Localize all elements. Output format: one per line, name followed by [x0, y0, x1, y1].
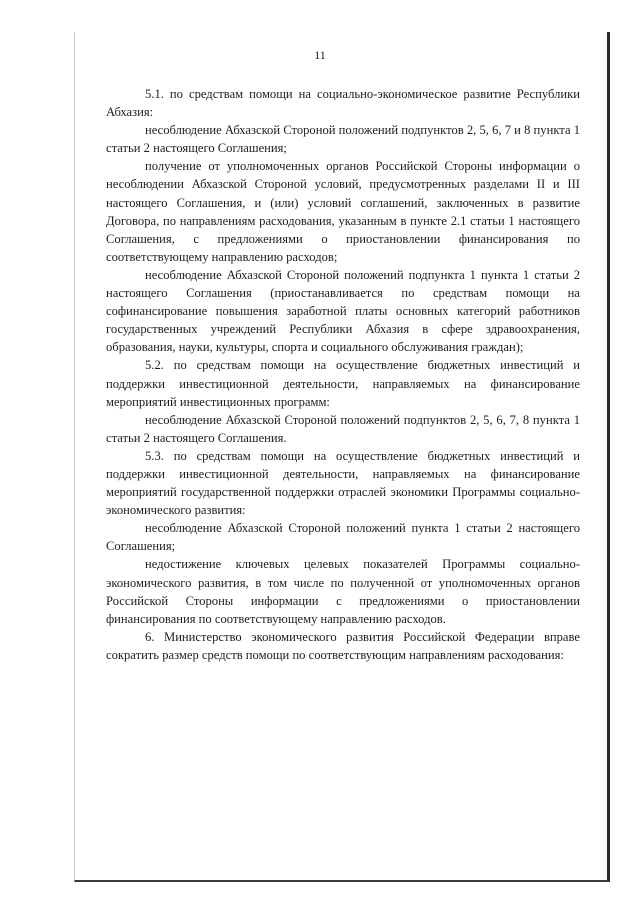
- paragraph-information-received: получение от уполномоченных органов Российской Стороны информации о несоблюдении Абхазской Стороной условий, предусмотренных разделами II и III настоящего Соглашения, и (или) условий соглашений, заключенных в развитие Договора, по направлениям расходования, указанным в пункте 2.1 статьи 1 настоящего Соглашения, с предложениями о приостановлении финансирования по соответствующему направлению расходов;: [106, 159, 580, 264]
- paragraph-violation-investment: несоблюдение Абхазской Стороной положений подпунктов 2, 5, 6, 7, 8 пункта 1 статьи 2 настоящего Соглашения.: [106, 412, 580, 445]
- paragraph-5-2: 5.2. по средствам помощи на осуществление бюджетных инвестиций и поддержки инвестиционной деятельности, направляемых на финансирование мероприятий инвестиционных программ:: [106, 358, 580, 409]
- paragraph-6: 6. Министерство экономического развития Российской Федерации вправе сократить размер средств помощи по соответствующим направлениям расходования:: [106, 629, 580, 662]
- paragraph-target-indicators: недостижение ключевых целевых показателей Программы социально-экономического развития, в том числе по полученной от уполномоченных органов Российской Стороны информации с предложениями о приостановлении финансирования по соответствующему направлению расходов.: [106, 557, 580, 626]
- paragraph-5-3: 5.3. по средствам помощи на осуществление бюджетных инвестиций и поддержки инвестиционной деятельности, направляемых на финансирование мероприятий государственной поддержки отраслей экономики Программы социально-экономического развития:: [106, 448, 580, 518]
- page-number: 11: [314, 48, 326, 62]
- paragraph-violation-subpoints: несоблюдение Абхазской Стороной положений подпунктов 2, 5, 6, 7 и 8 пункта 1 статьи 2 настоящего Соглашения;: [106, 123, 580, 156]
- paragraph-5-1: 5.1. по средствам помощи на социально-экономическое развитие Республики Абхазия:: [106, 87, 580, 120]
- paragraph-violation-subpoint-1: несоблюдение Абхазской Стороной положений подпункта 1 пункта 1 статьи 2 настоящего Соглашения (приостанавливается по средствам помощи на софинансирование повышения заработной платы основных категорий работников государственных учреждений Республики Абхазия в сфере здравоохранения, образования, науки, культуры, спорта и социального обслуживания граждан);: [106, 267, 580, 355]
- paragraph-violation-point-1: несоблюдение Абхазской Стороной положений пункта 1 статьи 2 настоящего Соглашения;: [106, 521, 580, 554]
- document-body: [106, 85, 580, 664]
